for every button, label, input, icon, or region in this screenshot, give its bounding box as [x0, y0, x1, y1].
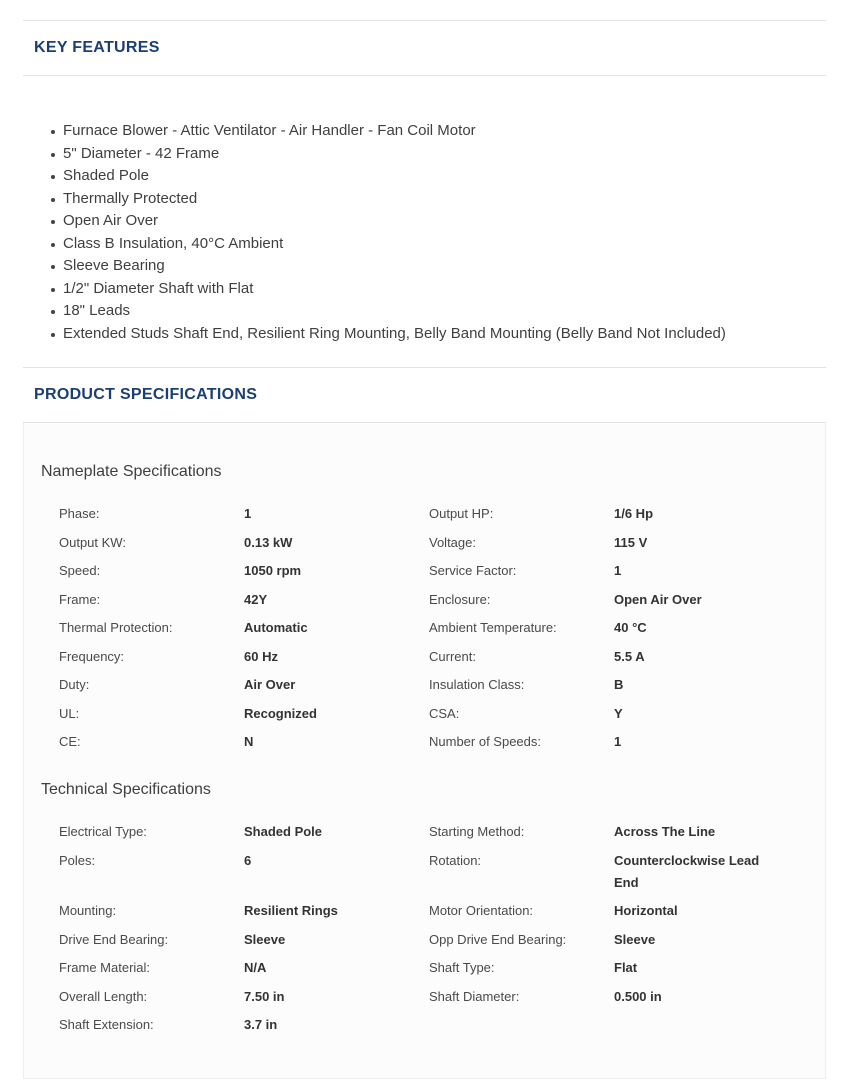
spec-label: Rotation:	[429, 852, 482, 868]
spec-value: 1	[614, 563, 622, 578]
spec-label: Output KW:	[59, 534, 126, 550]
nameplate-specifications-title: Nameplate Specifications	[41, 463, 222, 480]
spec-label: Frequency:	[59, 648, 125, 664]
feature-item: 1/2" Diameter Shaft with Flat	[63, 278, 826, 301]
spec-label: Frame:	[59, 591, 101, 607]
spec-value: 115 V	[614, 534, 648, 550]
spec-value: 0.13 kW	[244, 534, 293, 550]
spec-row	[24, 1014, 825, 1036]
spec-label: Service Factor:	[429, 563, 517, 578]
spec-label: Speed:	[59, 563, 101, 578]
spec-value: Flat	[614, 960, 638, 975]
spec-value: 0.500 in	[614, 988, 662, 1004]
key-features-header[interactable]: KEY FEATURES	[23, 20, 826, 76]
spec-value: 3.7 in	[244, 1017, 278, 1032]
spec-value: Counterclockwise Lead End	[614, 852, 760, 890]
spec-row	[24, 703, 825, 725]
spec-value: 1/6 Hp	[614, 506, 654, 521]
feature-list	[23, 120, 826, 345]
spec-value: Automatic	[244, 620, 308, 635]
spec-value: Sleeve	[244, 931, 286, 947]
spec-value: B	[614, 677, 624, 692]
feature-item: Sleeve Bearing	[63, 255, 826, 278]
spec-label: Enclosure:	[429, 591, 491, 607]
feature-item: Shaded Pole	[63, 165, 826, 188]
spec-value: Horizontal	[614, 903, 678, 918]
spec-value: Resilient Rings	[244, 903, 338, 918]
technical-specifications-table	[24, 821, 825, 1036]
spec-label: Current:	[429, 648, 476, 664]
spec-label: Shaft Type:	[429, 960, 495, 975]
technical-specifications-title: Technical Specifications	[41, 781, 211, 798]
spec-label: Overall Length:	[59, 988, 148, 1004]
spec-row	[24, 589, 825, 611]
spec-label: Output HP:	[429, 506, 494, 521]
spec-row	[24, 674, 825, 696]
spec-value: 42Y	[244, 591, 268, 607]
spec-row	[24, 821, 825, 843]
spec-row	[24, 503, 825, 525]
spec-value: Air Over	[244, 677, 296, 692]
spec-value: Sleeve	[614, 931, 656, 947]
spec-value: Y	[614, 705, 623, 721]
spec-label: Motor Orientation:	[429, 903, 534, 918]
spec-label: Electrical Type:	[59, 824, 147, 839]
spec-label: Thermal Protection:	[59, 620, 173, 635]
spec-label: Starting Method:	[429, 824, 525, 839]
spec-label: Poles:	[59, 852, 96, 868]
spec-label: Duty:	[59, 677, 90, 692]
feature-item: Furnace Blower - Attic Ventilator - Air Handler - Fan Coil Motor	[63, 120, 826, 143]
spec-label: Frame Material:	[59, 960, 151, 975]
spec-value: 5.5 A	[614, 648, 645, 664]
spec-label: CE:	[59, 734, 81, 749]
spec-label: CSA:	[429, 705, 460, 721]
spec-value: 6	[244, 852, 252, 868]
spec-value: 60 Hz	[244, 648, 278, 664]
specifications-panel	[23, 423, 826, 1079]
spec-row	[24, 646, 825, 668]
spec-label: Shaft Diameter:	[429, 988, 520, 1004]
key-features-panel	[23, 76, 826, 367]
spec-row	[24, 957, 825, 979]
spec-label: Voltage:	[429, 534, 476, 550]
spec-row	[24, 850, 825, 894]
spec-row	[24, 560, 825, 582]
feature-item: Extended Studs Shaft End, Resilient Ring Mounting, Belly Band Mounting (Belly Band Not Included)	[63, 323, 826, 346]
spec-label: Ambient Temperature:	[429, 620, 557, 635]
spec-value: 7.50 in	[244, 988, 285, 1004]
spec-row	[24, 900, 825, 922]
spec-label: Mounting:	[59, 903, 117, 918]
spec-value: 1050 rpm	[244, 563, 302, 578]
product-details	[23, 20, 826, 1079]
feature-item: Class B Insulation, 40°C Ambient	[63, 233, 826, 256]
spec-row	[24, 986, 825, 1008]
spec-value: Open Air Over	[614, 591, 702, 607]
spec-value: Recognized	[244, 705, 317, 721]
spec-row	[24, 731, 825, 753]
spec-value: N	[244, 734, 254, 749]
spec-row	[24, 617, 825, 639]
feature-item: 18" Leads	[63, 300, 826, 323]
spec-value: 1	[244, 506, 252, 521]
spec-value: 1	[614, 734, 622, 749]
spec-label: Shaft Extension:	[59, 1017, 154, 1032]
spec-label: Opp Drive End Bearing:	[429, 931, 567, 947]
spec-label: Drive End Bearing:	[59, 931, 169, 947]
spec-value: Across The Line	[614, 824, 716, 839]
product-specifications-header[interactable]: PRODUCT SPECIFICATIONS	[23, 367, 826, 423]
spec-value: 40 °C	[614, 620, 647, 635]
feature-item: Open Air Over	[63, 210, 826, 233]
feature-item: 5" Diameter - 42 Frame	[63, 143, 826, 166]
spec-row	[24, 532, 825, 554]
feature-item: Thermally Protected	[63, 188, 826, 211]
spec-value: N/A	[244, 960, 267, 975]
spec-label: Number of Speeds:	[429, 734, 542, 749]
spec-label: Phase:	[59, 506, 100, 521]
nameplate-specifications-table	[24, 503, 825, 753]
spec-label: UL:	[59, 705, 80, 721]
spec-value: Shaded Pole	[244, 824, 323, 839]
spec-row	[24, 929, 825, 951]
spec-label: Insulation Class:	[429, 677, 525, 692]
